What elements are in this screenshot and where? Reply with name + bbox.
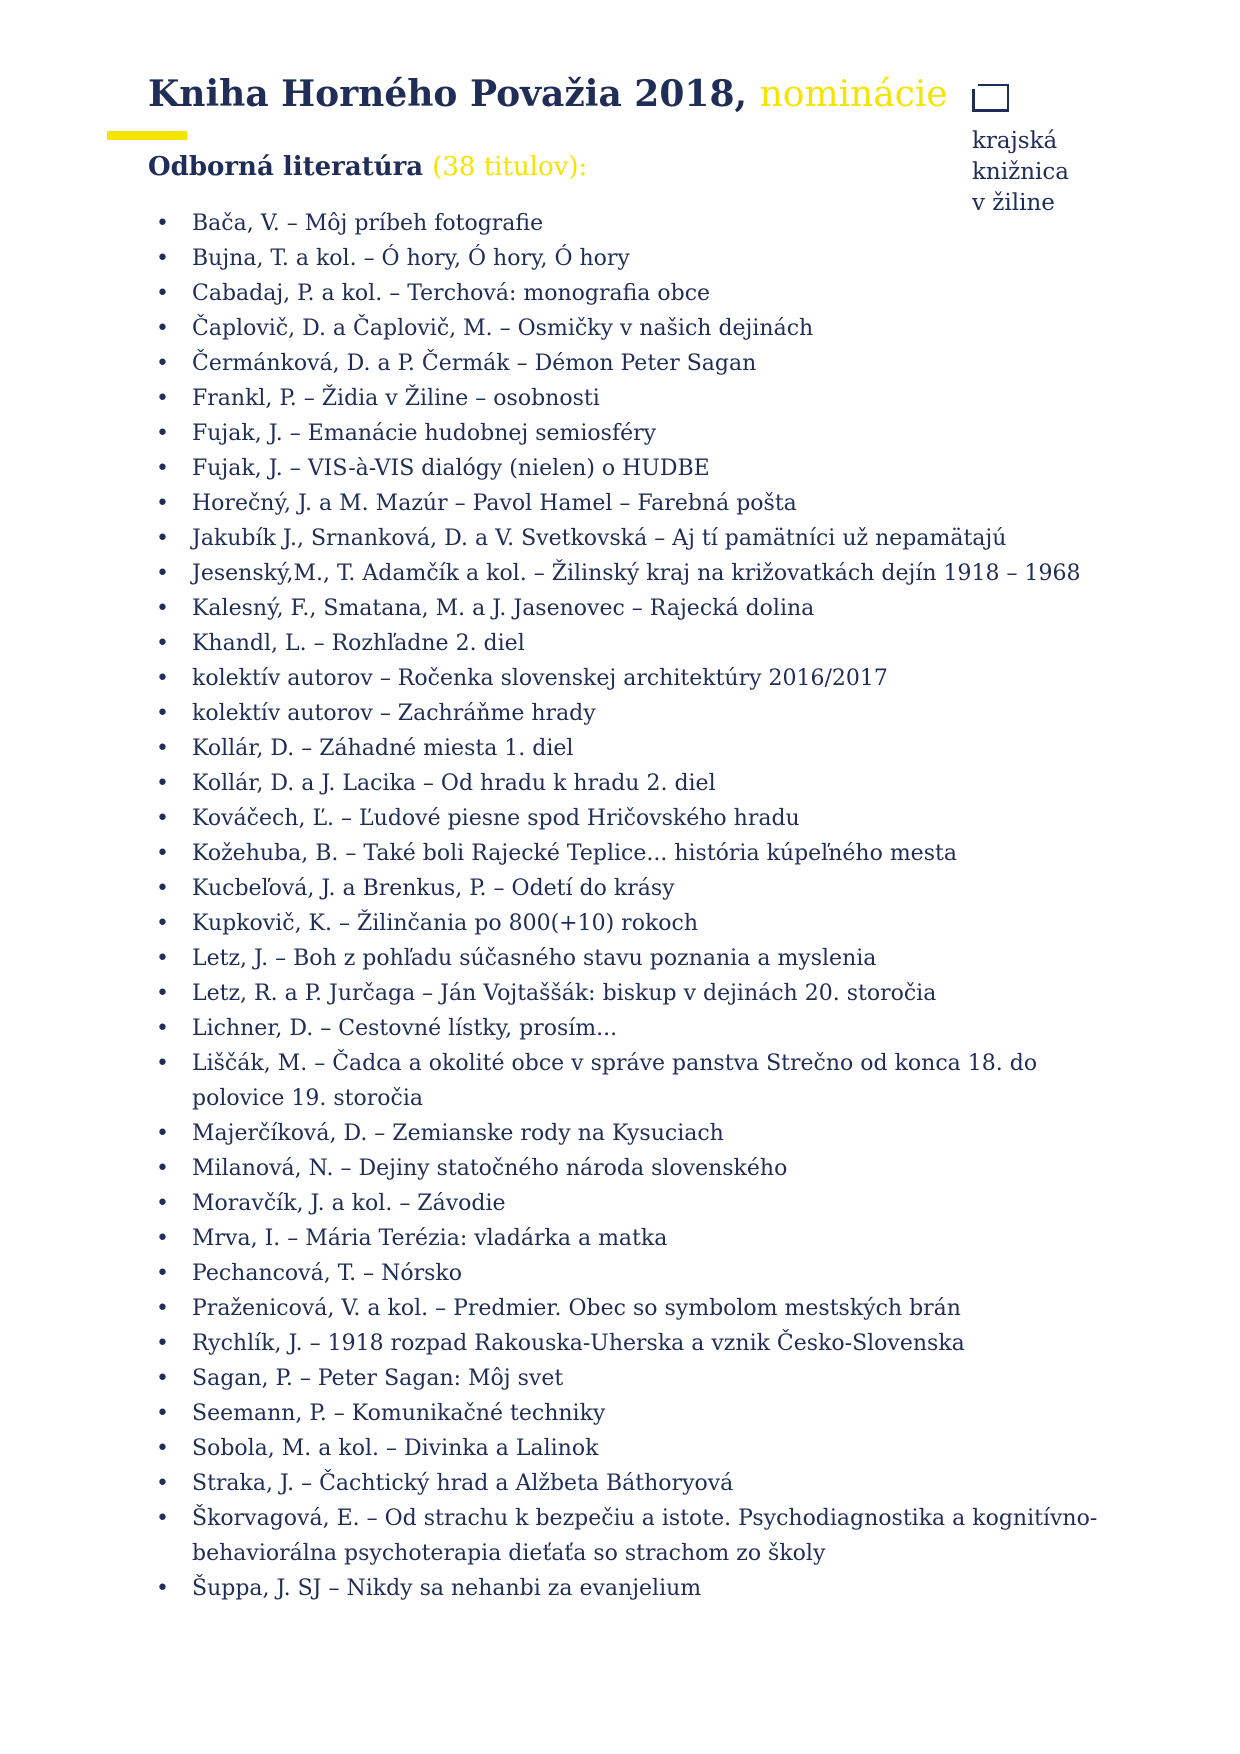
bullet-icon: •: [156, 1296, 169, 1321]
page-title: [148, 74, 948, 115]
list-item: [148, 1011, 1108, 1046]
list-item: [148, 1361, 1108, 1396]
list-item: [148, 1151, 1108, 1186]
bullet-icon: •: [156, 1121, 169, 1146]
bullet-icon: •: [156, 736, 169, 761]
list-item: [148, 731, 1108, 766]
list-item: [148, 381, 1108, 416]
list-item-text: Khandl, L. – Rozhľadne 2. diel: [192, 631, 525, 656]
bullet-icon: •: [156, 351, 169, 376]
list-item-text: Kollár, D. a J. Lacika – Od hradu k hradu 2. diel: [192, 771, 716, 796]
bullet-icon: •: [156, 561, 169, 586]
list-item-text: Škorvagová, E. – Od strachu k bezpečiu a istote. Psychodiagnostika a kognitívno-behaviorálna psychoterapia dieťaťa so strachom zo školy: [192, 1506, 1098, 1566]
list-item-text: Fujak, J. – Emanácie hudobnej semiosféry: [192, 421, 657, 446]
bullet-icon: •: [156, 1261, 169, 1286]
list-item-text: Sagan, P. – Peter Sagan: Môj svet: [192, 1366, 564, 1391]
page-title-accent: nominácie: [759, 74, 948, 115]
list-item-text: Pechancová, T. – Nórsko: [192, 1261, 463, 1286]
bullet-icon: •: [156, 1436, 169, 1461]
list-item-text: Sobola, M. a kol. – Divinka a Lalinok: [192, 1436, 599, 1461]
bullet-icon: •: [156, 246, 169, 271]
list-item: [148, 1326, 1108, 1361]
list-item-text: Kollár, D. – Záhadné miesta 1. diel: [192, 736, 574, 761]
bullet-icon: •: [156, 1471, 169, 1496]
list-item-text: Čaplovič, D. a Čaplovič, M. – Osmičky v našich dejinách: [192, 316, 814, 341]
list-item-text: Cabadaj, P. a kol. – Terchová: monografia obce: [192, 281, 711, 306]
list-item: [148, 311, 1108, 346]
list-item: [148, 521, 1108, 556]
bullet-icon: •: [156, 281, 169, 306]
list-item-text: Letz, R. a P. Jurčaga – Ján Vojtaššák: biskup v dejinách 20. storočia: [192, 981, 937, 1006]
bullet-icon: •: [156, 771, 169, 796]
list-item-text: Kucbeľová, J. a Brenkus, P. – Odetí do krásy: [192, 876, 675, 901]
list-item: [148, 1501, 1108, 1571]
list-item-text: Lichner, D. – Cestovné lístky, prosím...: [192, 1016, 618, 1041]
list-item: [148, 241, 1108, 276]
bullet-icon: •: [156, 876, 169, 901]
logo-line-2: knižnica: [972, 159, 1069, 185]
list-item: [148, 626, 1108, 661]
list-item-text: Moravčík, J. a kol. – Závodie: [192, 1191, 506, 1216]
bullet-icon: •: [156, 1226, 169, 1251]
section-count: (38 titulov):: [432, 152, 588, 182]
list-item-text: Kováčech, Ľ. – Ľudové piesne spod Hričovského hradu: [192, 806, 800, 831]
list-item-text: Liščák, M. – Čadca a okolité obce v správe panstva Strečno od konca 18. do polovice 19. storočia: [192, 1051, 1038, 1111]
book-list: [148, 206, 1108, 1606]
list-item-text: Mrva, I. – Mária Terézia: vladárka a matka: [192, 1226, 668, 1251]
list-item-text: Kupkovič, K. – Žilinčania po 800(+10) rokoch: [192, 911, 699, 936]
list-item: [148, 591, 1108, 626]
bullet-icon: •: [156, 1016, 169, 1041]
list-item: [148, 1466, 1108, 1501]
list-item-text: Čermánková, D. a P. Čermák – Démon Peter Sagan: [192, 351, 757, 376]
bullet-icon: •: [156, 421, 169, 446]
bullet-icon: •: [156, 701, 169, 726]
list-item: [148, 976, 1108, 1011]
list-item: [148, 661, 1108, 696]
list-item-text: Jakubík J., Srnanková, D. a V. Svetkovská – Aj tí pamätníci už nepamätajú: [192, 526, 1007, 551]
list-item: [148, 696, 1108, 731]
bullet-icon: •: [156, 1331, 169, 1356]
bullet-icon: •: [156, 1401, 169, 1426]
list-item-text: Šuppa, J. SJ – Nikdy sa nehanbi za evanjelium: [192, 1576, 702, 1601]
list-item: [148, 1116, 1108, 1151]
list-item: [148, 1221, 1108, 1256]
bullet-icon: •: [156, 631, 169, 656]
list-item-text: Bujna, T. a kol. – Ó hory, Ó hory, Ó hory: [192, 246, 630, 271]
list-item: [148, 1256, 1108, 1291]
list-item: [148, 416, 1108, 451]
logo-line-3: v žiline: [972, 190, 1055, 216]
section-heading: [148, 152, 587, 182]
list-item: [148, 941, 1108, 976]
list-item: [148, 836, 1108, 871]
list-item: [148, 1291, 1108, 1326]
list-item: [148, 206, 1108, 241]
list-item-text: kolektív autorov – Zachráňme hrady: [192, 701, 596, 726]
list-item: [148, 486, 1108, 521]
list-item: [148, 1431, 1108, 1466]
list-item: [148, 766, 1108, 801]
list-item-text: Letz, J. – Boh z pohľadu súčasného stavu poznania a myslenia: [192, 946, 877, 971]
list-item: [148, 1046, 1108, 1116]
bullet-icon: •: [156, 491, 169, 516]
list-item: [148, 1186, 1108, 1221]
list-item-text: Kožehuba, B. – Také boli Rajecké Teplice... história kúpeľného mesta: [192, 841, 957, 866]
bullet-icon: •: [156, 316, 169, 341]
list-item: [148, 556, 1108, 591]
bullet-icon: •: [156, 806, 169, 831]
library-frame-icon: [972, 84, 1012, 116]
list-item-text: Bača, V. – Môj príbeh fotografie: [192, 211, 544, 236]
bullet-icon: •: [156, 981, 169, 1006]
list-item-text: Majerčíková, D. – Zemianske rody na Kysuciach: [192, 1121, 724, 1146]
list-item-text: Kalesný, F., Smatana, M. a J. Jasenovec – Rajecká dolina: [192, 596, 815, 621]
list-item-text: Praženicová, V. a kol. – Predmier. Obec so symbolom mestských brán: [192, 1296, 961, 1321]
bullet-icon: •: [156, 841, 169, 866]
list-item: [148, 276, 1108, 311]
bullet-icon: •: [156, 1191, 169, 1216]
list-item-text: kolektív autorov – Ročenka slovenskej architektúry 2016/2017: [192, 666, 888, 691]
list-item: [148, 451, 1108, 486]
bullet-icon: •: [156, 1366, 169, 1391]
list-item-text: Milanová, N. – Dejiny statočného národa slovenského: [192, 1156, 788, 1181]
list-item-text: Rychlík, J. – 1918 rozpad Rakouska-Uherska a vznik Česko-Slovenska: [192, 1331, 965, 1356]
bullet-icon: •: [156, 911, 169, 936]
bullet-icon: •: [156, 1506, 169, 1531]
bullet-icon: •: [156, 1156, 169, 1181]
library-logo: [972, 84, 1092, 219]
list-item: [148, 871, 1108, 906]
list-item: [148, 1571, 1108, 1606]
bullet-icon: •: [156, 666, 169, 691]
list-item: [148, 1396, 1108, 1431]
list-item-text: Straka, J. – Čachtický hrad a Alžbeta Báthoryová: [192, 1471, 734, 1496]
accent-rule: [107, 131, 187, 140]
bullet-icon: •: [156, 1576, 169, 1601]
bullet-icon: •: [156, 211, 169, 236]
bullet-icon: •: [156, 946, 169, 971]
page-title-main: Kniha Horného Považia 2018,: [148, 73, 748, 115]
bullet-icon: •: [156, 526, 169, 551]
list-item-text: Horečný, J. a M. Mazúr – Pavol Hamel – Farebná pošta: [192, 491, 797, 516]
bullet-icon: •: [156, 596, 169, 621]
list-item-text: Seemann, P. – Komunikačné techniky: [192, 1401, 606, 1426]
list-item-text: Jesenský,M., T. Adamčík a kol. – Žilinský kraj na križovatkách dejín 1918 – 1968: [192, 561, 1081, 586]
section-heading-text: Odborná literatúra: [148, 152, 424, 182]
bullet-icon: •: [156, 456, 169, 481]
list-item: [148, 346, 1108, 381]
bullet-icon: •: [156, 1051, 169, 1076]
list-item-text: Fujak, J. – VIS-à-VIS dialógy (nielen) o HUDBE: [192, 456, 710, 481]
logo-line-1: krajská: [972, 128, 1058, 154]
list-item: [148, 801, 1108, 836]
bullet-icon: •: [156, 386, 169, 411]
list-item: [148, 906, 1108, 941]
list-item-text: Frankl, P. – Židia v Žiline – osobnosti: [192, 386, 600, 411]
